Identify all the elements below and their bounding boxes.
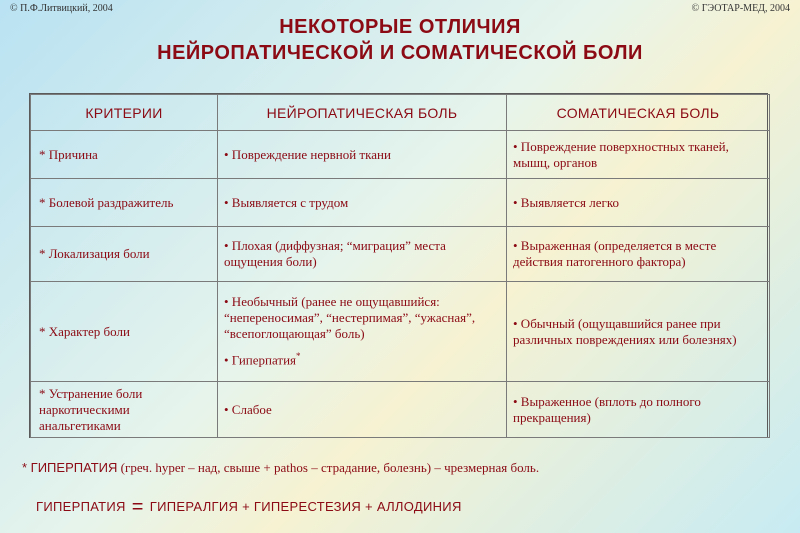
neuropathic-character-text: • Необычный (ранее не ощущавшийся: “непереносимая”, “нестерпимая”, “ужасная”, “всепоглощающая” боль) (224, 294, 476, 342)
copyright-right: © ГЭОТАР-МЕД, 2004 (691, 3, 790, 14)
table-row (31, 131, 770, 179)
neuropathic-cell: • Плохая (диффузная; “миграция” места ощущения боли) (218, 227, 507, 282)
footnote-marker: * (296, 351, 301, 362)
header-neuropathic: НЕЙРОПАТИЧЕСКАЯ БОЛЬ (218, 95, 507, 131)
header-somatic: СОМАТИЧЕСКАЯ БОЛЬ (507, 95, 770, 131)
somatic-cell: • Выявляется легко (507, 179, 770, 227)
neuropathic-cell: • Повреждение нервной ткани (218, 131, 507, 179)
somatic-cell: • Выраженная (определяется в месте действия патогенного фактора) (507, 227, 770, 282)
table-row (31, 227, 770, 282)
page-title (0, 14, 800, 66)
equals-sign: = (131, 496, 144, 518)
table-row (31, 179, 770, 227)
hyperpathia-label: • Гиперпатия (224, 352, 297, 368)
header-criteria: КРИТЕРИИ (31, 95, 218, 131)
title-line-1: НЕКОТОРЫЕ ОТЛИЧИЯ (279, 16, 521, 38)
equation-left: ГИПЕРПАТИЯ (36, 499, 126, 514)
criterion-cell: * Устранение боли наркотическими анальгетиками (31, 382, 218, 438)
somatic-cell: • Повреждение поверхностных тканей, мышц, органов (507, 131, 770, 179)
criterion-cell: * Болевой раздражитель (31, 179, 218, 227)
footnote-term: * ГИПЕРПАТИЯ (22, 460, 118, 475)
footnote (22, 460, 539, 476)
equation (36, 496, 462, 519)
copyright-left: © П.Ф.Литвицкий, 2004 (10, 3, 113, 14)
neuropathic-cell: • Выявляется с трудом (218, 179, 507, 227)
criterion-cell: * Характер боли (31, 282, 218, 382)
somatic-cell: • Выраженное (вплоть до полного прекращения) (507, 382, 770, 438)
table-header-row (31, 95, 770, 131)
hyperpathia-item (224, 348, 500, 368)
somatic-cell: • Обычный (ощущавшийся ранее при различных повреждениях или болезнях) (507, 282, 770, 382)
comparison-table (29, 93, 768, 438)
neuropathic-cell: • Слабое (218, 382, 507, 438)
criterion-cell: * Локализация боли (31, 227, 218, 282)
title-line-2: НЕЙРОПАТИЧЕСКОЙ И СОМАТИЧЕСКОЙ БОЛИ (157, 42, 643, 64)
footnote-definition: (греч. hyper – над, свыше + pathos – страдание, болезнь) – чрезмерная боль. (117, 460, 540, 475)
table-row (31, 282, 770, 382)
table-row (31, 382, 770, 438)
criterion-cell: * Причина (31, 131, 218, 179)
neuropathic-cell (218, 282, 507, 382)
equation-right: ГИПЕРАЛГИЯ + ГИПЕРЕСТЕЗИЯ + АЛЛОДИНИЯ (149, 499, 462, 514)
